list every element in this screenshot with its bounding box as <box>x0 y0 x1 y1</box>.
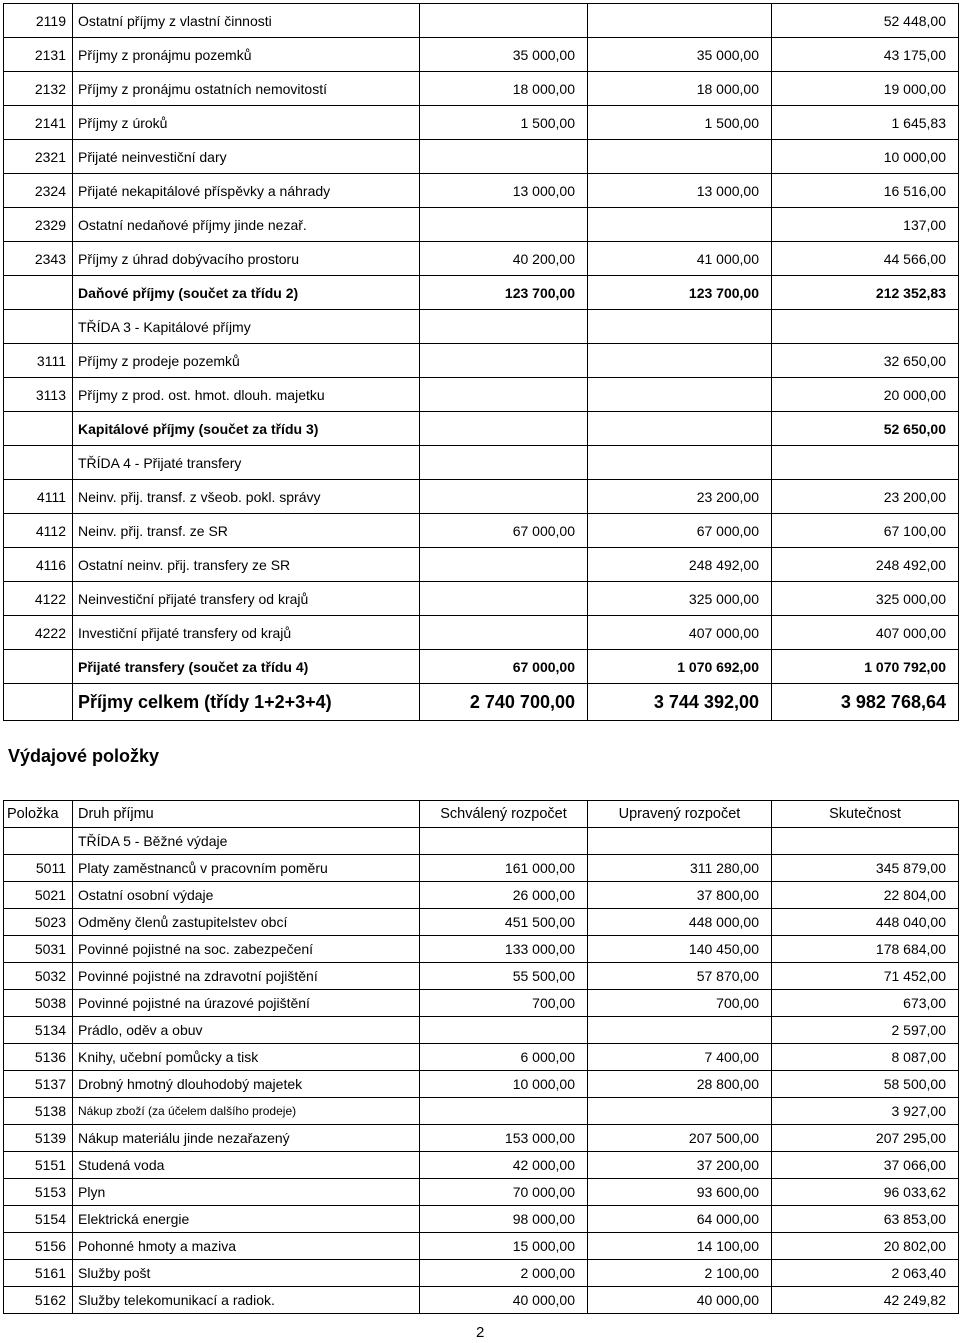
cell-adjusted <box>588 208 772 242</box>
cell-approved <box>420 446 588 480</box>
table-row <box>4 106 959 140</box>
header-approved: Schválený rozpočet <box>420 801 588 828</box>
cell-adjusted: 93 600,00 <box>588 1179 772 1206</box>
cell-approved <box>420 140 588 174</box>
table-row <box>4 1287 959 1314</box>
cell-code: 5137 <box>4 1071 73 1098</box>
cell-approved: 123 700,00 <box>420 276 588 310</box>
cell-approved: 98 000,00 <box>420 1206 588 1233</box>
cell-actual: 2 597,00 <box>772 1017 959 1044</box>
cell-name: Přijaté neinvestiční dary <box>73 140 420 174</box>
cell-adjusted <box>588 828 772 855</box>
cell-name: TŘÍDA 4 - Přijaté transfery <box>73 446 420 480</box>
table-row <box>4 990 959 1017</box>
table-row <box>4 446 959 480</box>
cell-code: 4111 <box>4 480 73 514</box>
cell-approved <box>420 1017 588 1044</box>
table-row <box>4 909 959 936</box>
cell-actual: 448 040,00 <box>772 909 959 936</box>
cell-name: Příjmy z úroků <box>73 106 420 140</box>
cell-name: Nákup zboží (za účelem dalšího prodeje) <box>73 1098 420 1125</box>
cell-approved: 35 000,00 <box>420 38 588 72</box>
table-row <box>4 1233 959 1260</box>
cell-adjusted <box>588 446 772 480</box>
table-row <box>4 1206 959 1233</box>
table-row <box>4 936 959 963</box>
cell-code: 5134 <box>4 1017 73 1044</box>
cell-name: Povinné pojistné na úrazové pojištění <box>73 990 420 1017</box>
cell-adjusted: 35 000,00 <box>588 38 772 72</box>
cell-code: 5162 <box>4 1287 73 1314</box>
page-number: 2 <box>476 1324 485 1341</box>
cell-approved: 2 000,00 <box>420 1260 588 1287</box>
cell-adjusted <box>588 1017 772 1044</box>
cell-actual: 71 452,00 <box>772 963 959 990</box>
cell-approved: 40 200,00 <box>420 242 588 276</box>
cell-code <box>4 446 73 480</box>
cell-approved: 42 000,00 <box>420 1152 588 1179</box>
cell-actual: 20 802,00 <box>772 1233 959 1260</box>
cell-adjusted: 140 450,00 <box>588 936 772 963</box>
cell-adjusted <box>588 412 772 446</box>
cell-actual: 32 650,00 <box>772 344 959 378</box>
cell-actual: 8 087,00 <box>772 1044 959 1071</box>
table-row <box>4 582 959 616</box>
cell-name: Povinné pojistné na zdravotní pojištění <box>73 963 420 990</box>
cell-actual: 23 200,00 <box>772 480 959 514</box>
table-row <box>4 72 959 106</box>
cell-adjusted: 325 000,00 <box>588 582 772 616</box>
cell-adjusted <box>588 1098 772 1125</box>
cell-code: 5153 <box>4 1179 73 1206</box>
cell-code: 4122 <box>4 582 73 616</box>
table-row <box>4 174 959 208</box>
cell-adjusted: 7 400,00 <box>588 1044 772 1071</box>
cell-name: Neinvestiční přijaté transfery od krajů <box>73 582 420 616</box>
cell-adjusted <box>588 344 772 378</box>
cell-code <box>4 310 73 344</box>
table-row <box>4 684 959 721</box>
cell-actual: 1 645,83 <box>772 106 959 140</box>
cell-approved: 1 500,00 <box>420 106 588 140</box>
cell-name: Příjmy z prodeje pozemků <box>73 344 420 378</box>
cell-name: Služby pošt <box>73 1260 420 1287</box>
cell-adjusted: 1 070 692,00 <box>588 650 772 684</box>
cell-actual: 96 033,62 <box>772 1179 959 1206</box>
cell-name: Kapitálové příjmy (součet za třídu 3) <box>73 412 420 446</box>
cell-actual: 673,00 <box>772 990 959 1017</box>
cell-name: Služby telekomunikací a radiok. <box>73 1287 420 1314</box>
table-row <box>4 1044 959 1071</box>
cell-code: 4222 <box>4 616 73 650</box>
cell-adjusted: 67 000,00 <box>588 514 772 548</box>
cell-actual: 212 352,83 <box>772 276 959 310</box>
table-row <box>4 855 959 882</box>
cell-code: 4116 <box>4 548 73 582</box>
cell-code: 5011 <box>4 855 73 882</box>
cell-actual: 52 448,00 <box>772 4 959 38</box>
cell-name: Příjmy z pronájmu ostatních nemovitostí <box>73 72 420 106</box>
cell-approved <box>420 310 588 344</box>
cell-actual: 3 927,00 <box>772 1098 959 1125</box>
cell-actual: 52 650,00 <box>772 412 959 446</box>
table-row <box>4 650 959 684</box>
income-table <box>3 3 959 721</box>
cell-adjusted: 311 280,00 <box>588 855 772 882</box>
cell-actual: 248 492,00 <box>772 548 959 582</box>
cell-name: Povinné pojistné na soc. zabezpečení <box>73 936 420 963</box>
cell-code: 5139 <box>4 1125 73 1152</box>
cell-name: Příjmy z pronájmu pozemků <box>73 38 420 72</box>
cell-approved: 67 000,00 <box>420 650 588 684</box>
cell-actual: 63 853,00 <box>772 1206 959 1233</box>
cell-actual: 2 063,40 <box>772 1260 959 1287</box>
cell-approved: 13 000,00 <box>420 174 588 208</box>
table-row <box>4 1152 959 1179</box>
cell-actual <box>772 446 959 480</box>
cell-name: Ostatní osobní výdaje <box>73 882 420 909</box>
cell-adjusted <box>588 310 772 344</box>
cell-approved: 40 000,00 <box>420 1287 588 1314</box>
table-row <box>4 1098 959 1125</box>
cell-adjusted: 64 000,00 <box>588 1206 772 1233</box>
cell-actual: 325 000,00 <box>772 582 959 616</box>
cell-adjusted: 123 700,00 <box>588 276 772 310</box>
cell-name: Pohonné hmoty a maziva <box>73 1233 420 1260</box>
cell-approved: 18 000,00 <box>420 72 588 106</box>
table-row <box>4 38 959 72</box>
cell-adjusted: 23 200,00 <box>588 480 772 514</box>
cell-adjusted: 2 100,00 <box>588 1260 772 1287</box>
cell-code: 5031 <box>4 936 73 963</box>
cell-approved: 451 500,00 <box>420 909 588 936</box>
table-row <box>4 310 959 344</box>
cell-code: 5161 <box>4 1260 73 1287</box>
cell-name: Přijaté nekapitálové příspěvky a náhrady <box>73 174 420 208</box>
header-name: Druh příjmu <box>73 801 420 828</box>
cell-approved: 700,00 <box>420 990 588 1017</box>
cell-adjusted <box>588 140 772 174</box>
cell-code: 2119 <box>4 4 73 38</box>
cell-adjusted: 37 800,00 <box>588 882 772 909</box>
cell-code <box>4 650 73 684</box>
cell-code: 5038 <box>4 990 73 1017</box>
table-row <box>4 1260 959 1287</box>
cell-actual: 42 249,82 <box>772 1287 959 1314</box>
cell-name: Drobný hmotný dlouhodobý majetek <box>73 1071 420 1098</box>
cell-name: Nákup materiálu jinde nezařazený <box>73 1125 420 1152</box>
cell-code: 3113 <box>4 378 73 412</box>
cell-code: 4112 <box>4 514 73 548</box>
table-row <box>4 480 959 514</box>
cell-actual: 16 516,00 <box>772 174 959 208</box>
cell-code: 2131 <box>4 38 73 72</box>
table-row <box>4 1071 959 1098</box>
cell-actual: 137,00 <box>772 208 959 242</box>
cell-actual: 19 000,00 <box>772 72 959 106</box>
cell-actual: 37 066,00 <box>772 1152 959 1179</box>
cell-name: Neinv. přij. transf. ze SR <box>73 514 420 548</box>
cell-code: 5154 <box>4 1206 73 1233</box>
cell-name: Ostatní neinv. přij. transfery ze SR <box>73 548 420 582</box>
table-row <box>4 1125 959 1152</box>
table-row <box>4 344 959 378</box>
cell-actual: 10 000,00 <box>772 140 959 174</box>
cell-approved <box>420 1098 588 1125</box>
cell-actual: 1 070 792,00 <box>772 650 959 684</box>
cell-actual: 58 500,00 <box>772 1071 959 1098</box>
cell-code: 2343 <box>4 242 73 276</box>
cell-name: TŘÍDA 5 - Běžné výdaje <box>73 828 420 855</box>
cell-name: Příjmy z úhrad dobývacího prostoru <box>73 242 420 276</box>
cell-adjusted: 13 000,00 <box>588 174 772 208</box>
cell-adjusted: 248 492,00 <box>588 548 772 582</box>
cell-name: Platy zaměstnanců v pracovním poměru <box>73 855 420 882</box>
cell-adjusted: 57 870,00 <box>588 963 772 990</box>
cell-code <box>4 828 73 855</box>
cell-adjusted: 1 500,00 <box>588 106 772 140</box>
cell-code: 5136 <box>4 1044 73 1071</box>
cell-approved: 10 000,00 <box>420 1071 588 1098</box>
cell-adjusted <box>588 378 772 412</box>
cell-code: 3111 <box>4 344 73 378</box>
cell-actual <box>772 310 959 344</box>
cell-name: Přijaté transfery (součet za třídu 4) <box>73 650 420 684</box>
cell-name: TŘÍDA 3 - Kapitálové příjmy <box>73 310 420 344</box>
header-code: Položka <box>4 801 73 828</box>
cell-adjusted: 448 000,00 <box>588 909 772 936</box>
cell-adjusted: 37 200,00 <box>588 1152 772 1179</box>
cell-approved: 26 000,00 <box>420 882 588 909</box>
header-actual: Skutečnost <box>772 801 959 828</box>
cell-name: Příjmy z prod. ost. hmot. dlouh. majetku <box>73 378 420 412</box>
cell-approved <box>420 480 588 514</box>
cell-name: Odměny členů zastupitelstev obcí <box>73 909 420 936</box>
cell-approved <box>420 548 588 582</box>
cell-code: 5021 <box>4 882 73 909</box>
cell-name: Investiční přijaté transfery od krajů <box>73 616 420 650</box>
cell-code: 2321 <box>4 140 73 174</box>
cell-approved <box>420 582 588 616</box>
cell-approved <box>420 344 588 378</box>
expense-table <box>3 800 959 1314</box>
cell-adjusted: 18 000,00 <box>588 72 772 106</box>
cell-actual: 207 295,00 <box>772 1125 959 1152</box>
table-row <box>4 412 959 446</box>
cell-actual: 178 684,00 <box>772 936 959 963</box>
table-row <box>4 828 959 855</box>
cell-approved: 153 000,00 <box>420 1125 588 1152</box>
cell-adjusted <box>588 4 772 38</box>
cell-approved: 70 000,00 <box>420 1179 588 1206</box>
table-header-row <box>4 801 959 828</box>
cell-actual: 345 879,00 <box>772 855 959 882</box>
cell-code <box>4 684 73 721</box>
cell-name: Daňové příjmy (součet za třídu 2) <box>73 276 420 310</box>
cell-approved: 2 740 700,00 <box>420 684 588 721</box>
cell-adjusted: 407 000,00 <box>588 616 772 650</box>
cell-code: 2324 <box>4 174 73 208</box>
cell-adjusted: 14 100,00 <box>588 1233 772 1260</box>
cell-approved: 67 000,00 <box>420 514 588 548</box>
cell-actual: 3 982 768,64 <box>772 684 959 721</box>
cell-code: 5138 <box>4 1098 73 1125</box>
cell-actual: 44 566,00 <box>772 242 959 276</box>
cell-name: Prádlo, oděv a obuv <box>73 1017 420 1044</box>
cell-name: Studená voda <box>73 1152 420 1179</box>
cell-actual: 407 000,00 <box>772 616 959 650</box>
cell-approved <box>420 378 588 412</box>
section-title: Výdajové položky <box>8 746 160 766</box>
table-row <box>4 242 959 276</box>
cell-approved: 6 000,00 <box>420 1044 588 1071</box>
table-row <box>4 548 959 582</box>
cell-name: Plyn <box>73 1179 420 1206</box>
cell-approved <box>420 828 588 855</box>
cell-approved <box>420 208 588 242</box>
cell-name: Ostatní nedaňové příjmy jinde nezař. <box>73 208 420 242</box>
cell-name: Knihy, učební pomůcky a tisk <box>73 1044 420 1071</box>
cell-approved: 133 000,00 <box>420 936 588 963</box>
cell-approved: 55 500,00 <box>420 963 588 990</box>
cell-code: 5151 <box>4 1152 73 1179</box>
cell-code: 5156 <box>4 1233 73 1260</box>
cell-name: Neinv. přij. transf. z všeob. pokl. správy <box>73 480 420 514</box>
header-adjusted: Upravený rozpočet <box>588 801 772 828</box>
cell-code <box>4 276 73 310</box>
cell-name: Příjmy celkem (třídy 1+2+3+4) <box>73 684 420 721</box>
cell-adjusted: 28 800,00 <box>588 1071 772 1098</box>
cell-actual: 20 000,00 <box>772 378 959 412</box>
table-row <box>4 1179 959 1206</box>
table-row <box>4 963 959 990</box>
cell-actual <box>772 828 959 855</box>
cell-code: 5023 <box>4 909 73 936</box>
cell-adjusted: 3 744 392,00 <box>588 684 772 721</box>
cell-code: 5032 <box>4 963 73 990</box>
table-row <box>4 140 959 174</box>
cell-adjusted: 40 000,00 <box>588 1287 772 1314</box>
cell-actual: 43 175,00 <box>772 38 959 72</box>
cell-adjusted: 207 500,00 <box>588 1125 772 1152</box>
cell-approved: 161 000,00 <box>420 855 588 882</box>
cell-name: Ostatní příjmy z vlastní činnosti <box>73 4 420 38</box>
cell-adjusted: 41 000,00 <box>588 242 772 276</box>
table-row <box>4 276 959 310</box>
cell-adjusted: 700,00 <box>588 990 772 1017</box>
cell-approved <box>420 412 588 446</box>
cell-actual: 22 804,00 <box>772 882 959 909</box>
table-row <box>4 882 959 909</box>
cell-approved: 15 000,00 <box>420 1233 588 1260</box>
cell-code: 2141 <box>4 106 73 140</box>
table-row <box>4 208 959 242</box>
cell-code <box>4 412 73 446</box>
cell-approved <box>420 4 588 38</box>
cell-actual: 67 100,00 <box>772 514 959 548</box>
cell-name: Elektrická energie <box>73 1206 420 1233</box>
table-row <box>4 1017 959 1044</box>
cell-code: 2132 <box>4 72 73 106</box>
cell-approved <box>420 616 588 650</box>
cell-code: 2329 <box>4 208 73 242</box>
table-row <box>4 514 959 548</box>
table-row <box>4 378 959 412</box>
table-row <box>4 616 959 650</box>
table-row <box>4 4 959 38</box>
